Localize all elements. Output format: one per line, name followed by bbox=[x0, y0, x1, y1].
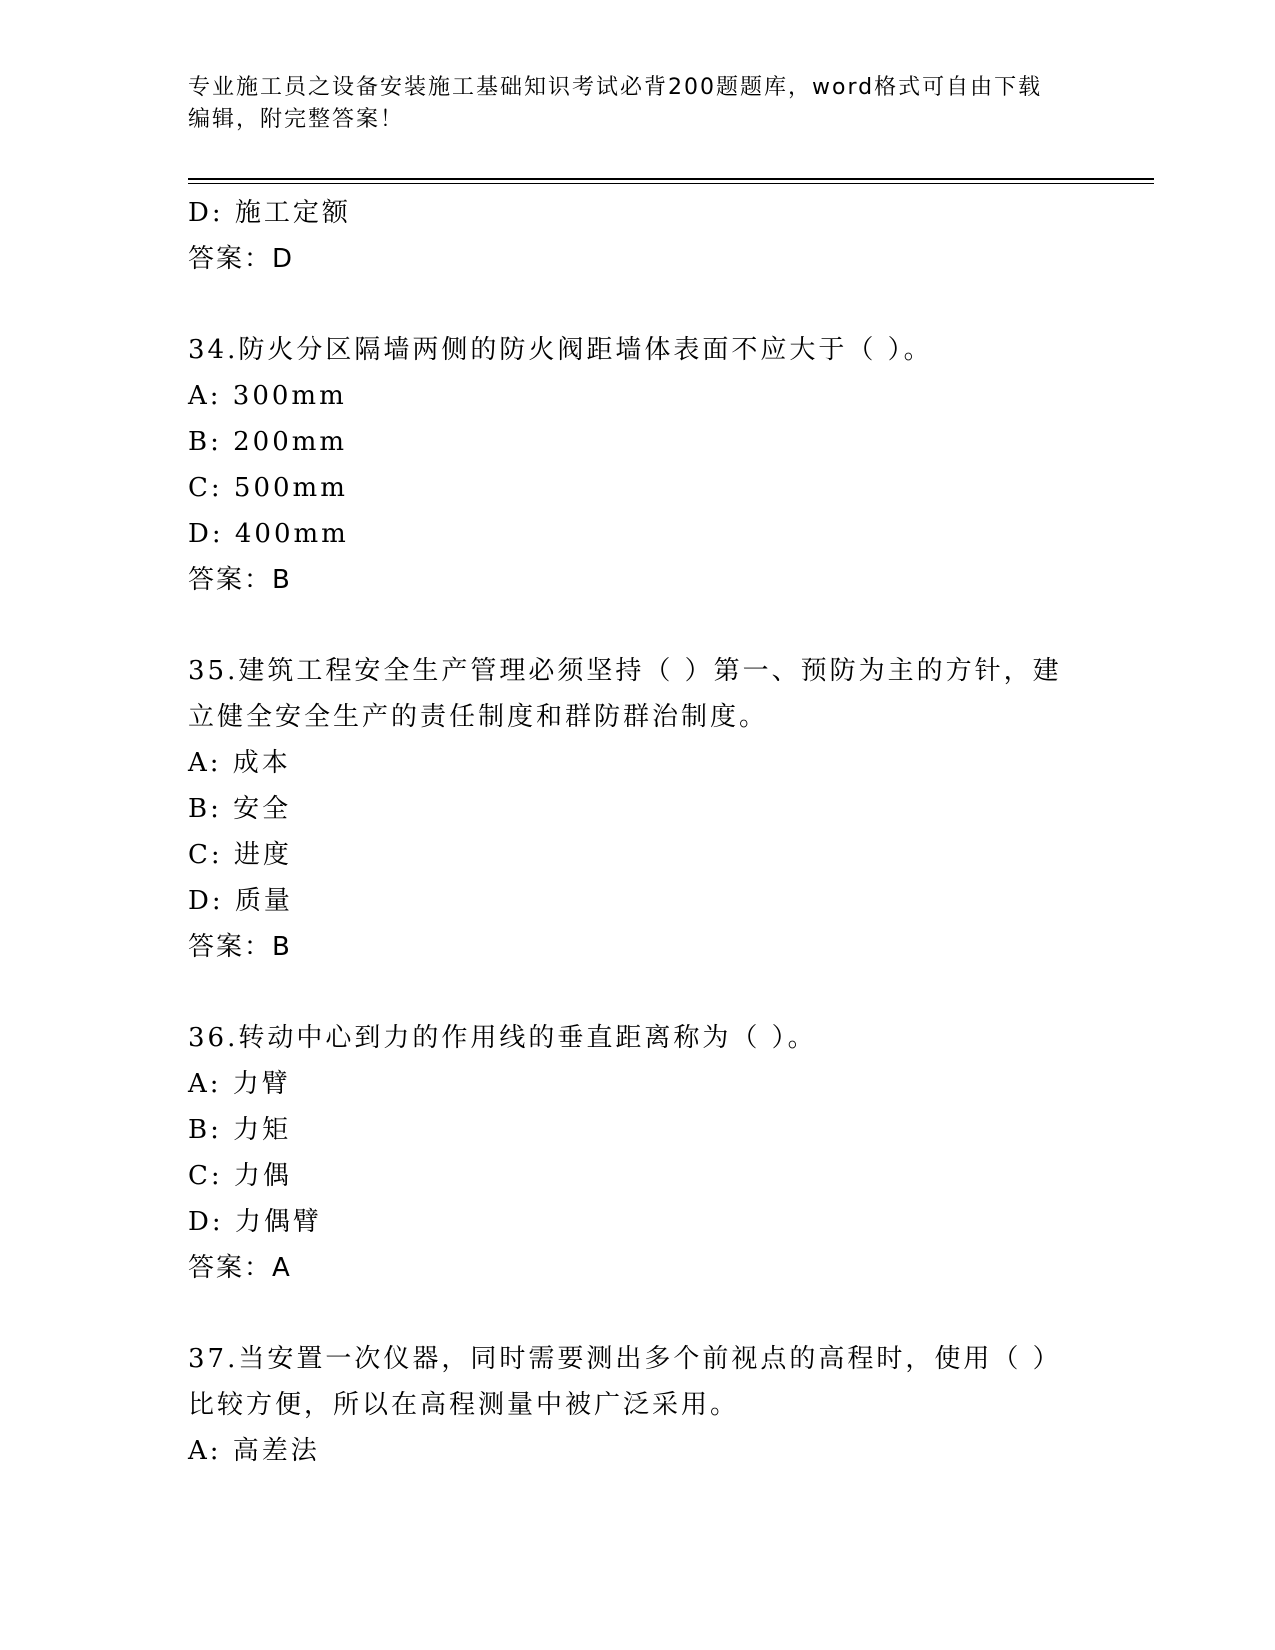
document-body bbox=[188, 190, 1088, 1474]
question-stem: 34.防火分区隔墙两侧的防火阀距墙体表面不应大于（ ）。 bbox=[188, 335, 933, 365]
option-d: D: 质量 bbox=[188, 886, 293, 916]
question-37 bbox=[188, 1336, 1088, 1474]
option-a: A: 300mm bbox=[188, 381, 347, 411]
question-33-tail bbox=[188, 190, 1088, 282]
option-c: C: 500mm bbox=[188, 473, 348, 503]
question-34 bbox=[188, 327, 1088, 603]
question-stem-line2: 立健全安全生产的责任制度和群防群治制度。 bbox=[188, 702, 769, 732]
answer-line: 答案：B bbox=[188, 932, 292, 962]
option-d: D: 施工定额 bbox=[188, 198, 351, 228]
option-a: A: 成本 bbox=[188, 748, 291, 778]
answer-line: 答案：D bbox=[188, 244, 295, 274]
question-36 bbox=[188, 1015, 1088, 1291]
option-d: D: 400mm bbox=[188, 519, 349, 549]
document-header bbox=[188, 72, 1088, 136]
header-divider-thick bbox=[188, 178, 1154, 180]
question-stem-line1: 37.当安置一次仪器，同时需要测出多个前视点的高程时，使用（ ） bbox=[188, 1344, 1062, 1374]
answer-line: 答案：B bbox=[188, 565, 292, 595]
header-title-line1: 专业施工员之设备安装施工基础知识考试必背200题题库，word格式可自由下载 bbox=[188, 75, 1043, 100]
option-b: B: 安全 bbox=[188, 794, 292, 824]
option-d: D: 力偶臂 bbox=[188, 1207, 322, 1237]
option-c: C: 力偶 bbox=[188, 1161, 292, 1191]
option-a: A: 高差法 bbox=[188, 1436, 320, 1466]
option-b: B: 200mm bbox=[188, 427, 348, 457]
option-c: C: 进度 bbox=[188, 840, 292, 870]
question-35 bbox=[188, 648, 1088, 970]
option-a: A: 力臂 bbox=[188, 1069, 291, 1099]
question-stem-line2: 比较方便，所以在高程测量中被广泛采用。 bbox=[188, 1390, 740, 1420]
header-divider-thin bbox=[188, 183, 1154, 184]
option-b: B: 力矩 bbox=[188, 1115, 292, 1145]
answer-line: 答案：A bbox=[188, 1253, 292, 1283]
question-stem-line1: 35.建筑工程安全生产管理必须坚持（ ）第一、预防为主的方针，建 bbox=[188, 656, 1062, 686]
question-stem: 36.转动中心到力的作用线的垂直距离称为（ ）。 bbox=[188, 1023, 817, 1053]
header-title-line2: 编辑，附完整答案！ bbox=[188, 107, 405, 132]
